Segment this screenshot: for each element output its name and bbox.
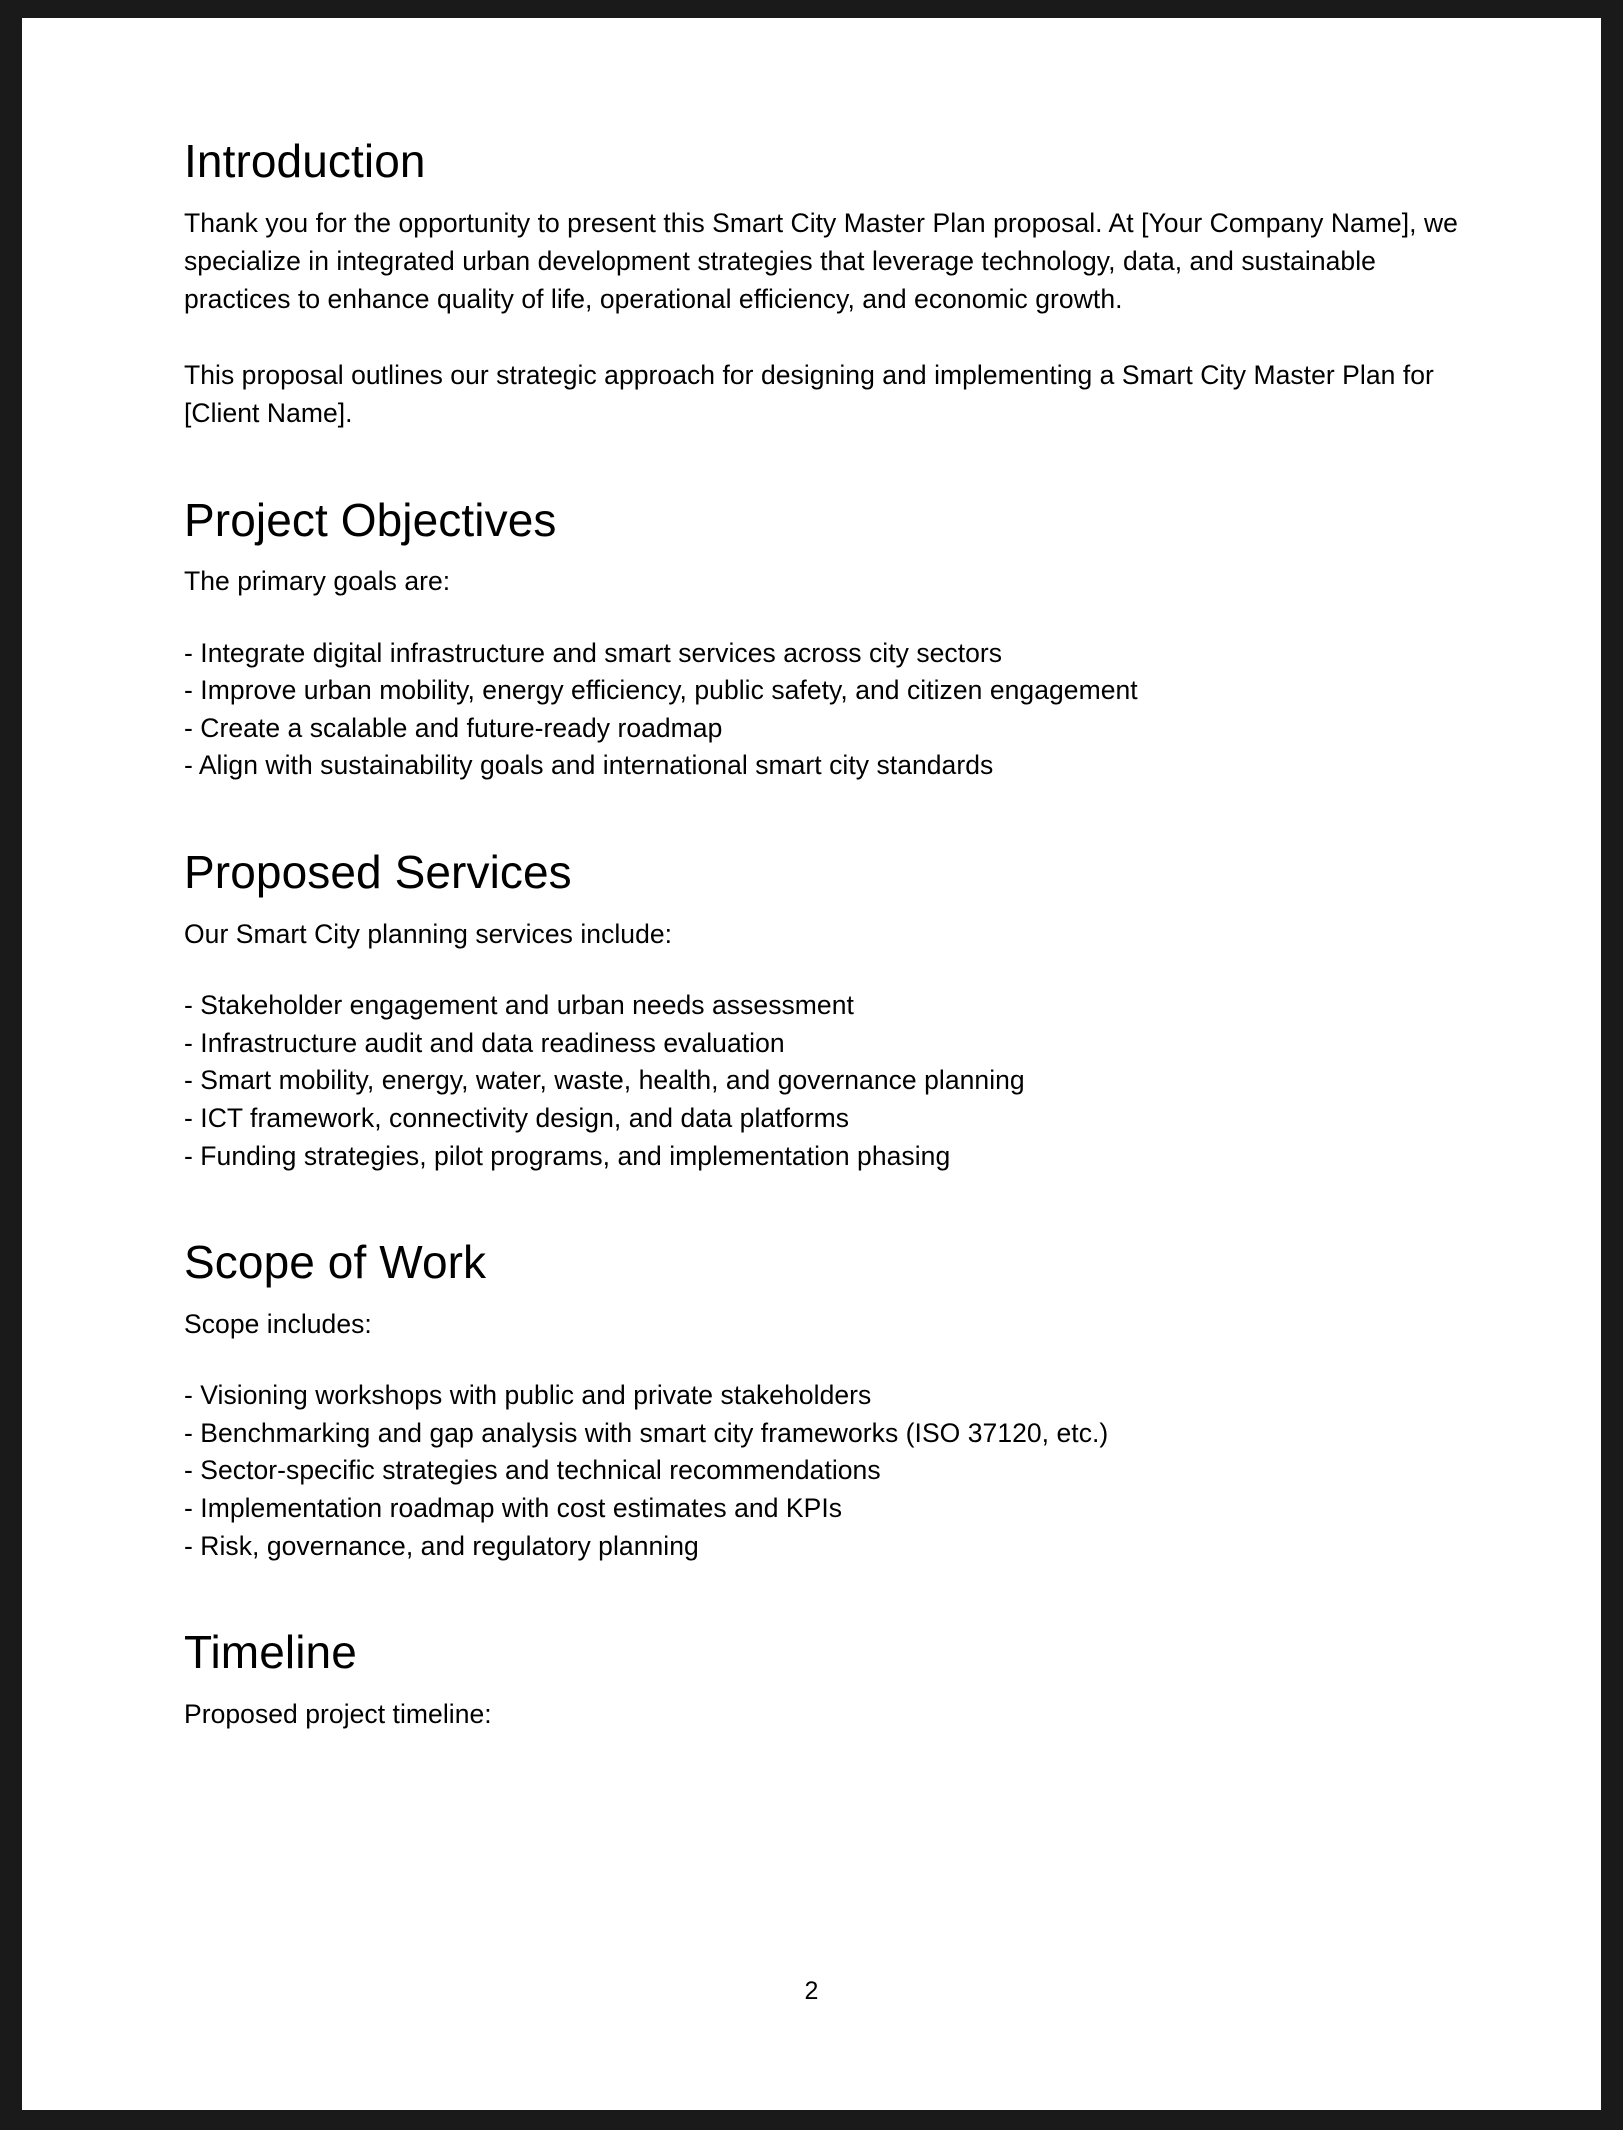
list-item: - Risk, governance, and regulatory planning — [184, 1530, 699, 1561]
scope-of-work-heading-block — [184, 1237, 1484, 1289]
list-item: - Integrate digital infrastructure and smart services across city sectors — [184, 637, 1003, 668]
heading-project-objectives: Project Objectives — [184, 493, 557, 546]
list-item: - Smart mobility, energy, water, waste, health, and governance planning — [184, 1065, 1025, 1096]
list-item: - Benchmarking and gap analysis with smart city frameworks (ISO 37120, etc.) — [184, 1417, 1109, 1448]
heading-proposed-services: Proposed Services — [184, 846, 572, 899]
project-objectives-list — [184, 635, 1484, 786]
scope-of-work-list — [184, 1377, 1484, 1565]
heading-scope-of-work: Scope of Work — [184, 1236, 487, 1289]
proposed-services-lead: Our Smart City planning services include: — [184, 918, 673, 949]
section-timeline — [184, 1627, 1484, 1733]
section-project-objectives — [184, 495, 1484, 785]
list-item: - Implementation roadmap with cost estimates and KPIs — [184, 1492, 843, 1523]
list-item: - Improve urban mobility, energy efficiency, public safety, and citizen engagement — [184, 675, 1138, 706]
document-page — [22, 18, 1601, 2110]
section-proposed-services — [184, 847, 1484, 1175]
project-objectives-heading-block — [184, 495, 1484, 547]
page-number: 2 — [804, 1977, 819, 2005]
introduction-paragraph-2: This proposal outlines our strategic approach for designing and implementing a Smart City Master Plan for [Client Name]. — [184, 359, 1434, 429]
section-scope-of-work — [184, 1237, 1484, 1565]
heading-introduction: Introduction — [184, 135, 426, 187]
timeline-heading-block — [184, 1627, 1484, 1679]
scope-of-work-lead: Scope includes: — [184, 1308, 372, 1339]
section-introduction — [184, 136, 1484, 433]
list-item: - Stakeholder engagement and urban needs assessment — [184, 990, 854, 1020]
list-item: - Sector-specific strategies and technical recommendations — [184, 1455, 881, 1486]
introduction-paragraph-1: Thank you for the opportunity to present this Smart City Master Plan proposal. At [Your Company Name], we specialize in integrated urban development strategies that leverage technology, data, and sustainable practices to enhance quality of life, operational efficiency, and economic growth. — [184, 207, 1458, 315]
list-item: - Create a scalable and future-ready roadmap — [184, 712, 723, 743]
list-item: - Funding strategies, pilot programs, and implementation phasing — [184, 1140, 951, 1171]
list-item: - ICT framework, connectivity design, and data platforms — [184, 1102, 850, 1133]
project-objectives-lead: The primary goals are: — [184, 566, 451, 597]
timeline-lead: Proposed project timeline: — [184, 1698, 492, 1729]
list-item: - Visioning workshops with public and private stakeholders — [184, 1380, 872, 1411]
proposed-services-heading-block — [184, 847, 1484, 899]
document-body — [184, 136, 1484, 1733]
introduction-heading-block — [184, 136, 1484, 188]
proposed-services-list — [184, 987, 1484, 1175]
heading-timeline: Timeline — [184, 1626, 357, 1679]
list-item: - Align with sustainability goals and international smart city standards — [184, 750, 994, 781]
list-item: - Infrastructure audit and data readiness evaluation — [184, 1027, 785, 1058]
